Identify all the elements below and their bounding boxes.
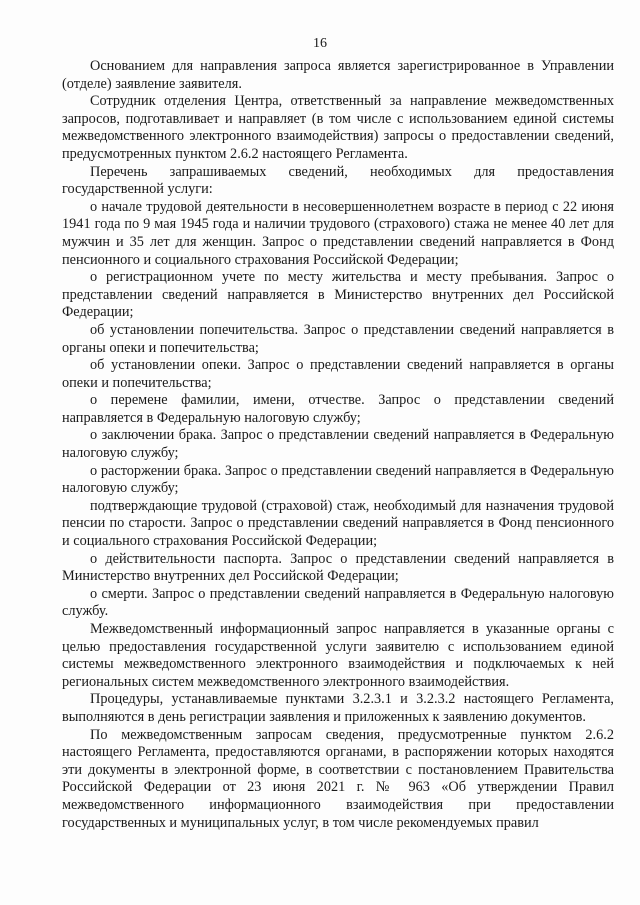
list-item: об установлении попечительства. Запрос о представлении сведений направляется в органы опеки и попечительства; — [62, 321, 614, 356]
list-item: о начале трудовой деятельности в несовершеннолетнем возрасте в период с 22 июня 1941 года по 9 мая 1945 года и наличии трудового (страхового) стажа не менее 40 лет для мужчин и 35 лет для женщин. Запрос о представлении сведений направляется в Фонд пенсионного и социального страхования Российской Федерации; — [62, 198, 614, 268]
list-item: об установлении опеки. Запрос о представлении сведений направляется в органы опеки и попечительства; — [62, 357, 614, 391]
paragraph: Перечень запрашиваемых сведений, необходимых для предоставления государственной услуги: — [62, 163, 614, 198]
document-body — [62, 58, 614, 832]
page-number: 16 — [313, 36, 327, 51]
list-item: о заключении брака. Запрос о представлении сведений направляется в Федеральную налоговую службу; — [62, 427, 614, 462]
list-item: о регистрационном учете по месту жительства и месту пребывания. Запрос о представлении сведений направляется в Министерство внутренних дел Российской Федерации; — [62, 269, 614, 321]
list-item: о действительности паспорта. Запрос о представлении сведений направляется в Министерство внутренних дел Российской Федерации; — [62, 550, 614, 585]
paragraph: Основанием для направления запроса является зарегистрированное в Управлении (отделе) заявление заявителя. — [62, 58, 614, 92]
paragraph: По межведомственным запросам сведения, предусмотренные пунктом 2.6.2 настоящего Регламента, предоставляются органами, в распоряжении которых находятся эти документы в электронной форме, в соответствии с постановлением Правительства Российской Федерации от 23 июня 2021 г. № 963 «Об утверждении Правил межведомственного информационного взаимодействия при предоставлении государственных и муниципальных услуг, в том числе рекомендуемых правил — [62, 726, 614, 831]
paragraph: Процедуры, устанавливаемые пунктами 3.2.3.1 и 3.2.3.2 настоящего Регламента, выполняются в день регистрации заявления и приложенных к заявлению документов. — [62, 691, 614, 725]
list-item: о смерти. Запрос о представлении сведений направляется в Федеральную налоговую службу. — [62, 585, 614, 620]
list-item: подтверждающие трудовой (страховой) стаж, необходимый для назначения трудовой пенсии по старости. Запрос о представлении сведений направляется в Фонд пенсионного и социального страхования Российской Федерации; — [62, 497, 614, 550]
paragraph: Сотрудник отделения Центра, ответственный за направление межведомственных запросов, подготавливает и направляет (в том числе с использованием единой системы межведомственного электронного взаимодействия) запросы о предоставлении сведений, предусмотренных пунктом 2.6.2 настоящего Регламента. — [62, 93, 614, 162]
paragraph: Межведомственный информационный запрос направляется в указанные органы с целью предоставления государственной услуги заявителю с использованием единой системы межведомственного электронного взаимодействия и подключаемых к ней региональных систем межведомственного электронного взаимодействия. — [62, 621, 614, 690]
list-item: о перемене фамилии, имени, отчестве. Запрос о представлении сведений направляется в Федеральную налоговую службу; — [62, 392, 614, 426]
list-item: о расторжении брака. Запрос о представлении сведений направляется в Федеральную налоговую службу; — [62, 462, 614, 497]
